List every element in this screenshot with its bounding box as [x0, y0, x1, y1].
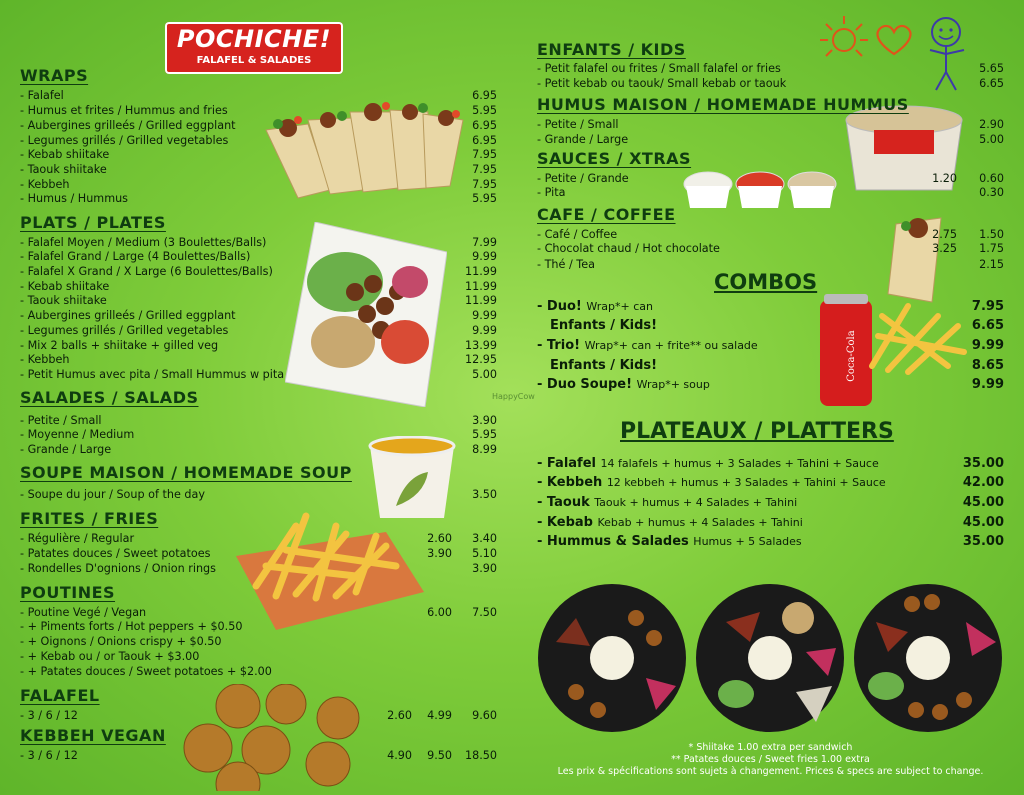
- wraps-title: WRAPS: [20, 66, 89, 85]
- menu-item: - Humus et frites / Hummus and fries: [20, 104, 228, 117]
- menu-item: - Pita: [537, 186, 566, 199]
- menu-price-small: 1.20: [932, 172, 957, 185]
- menu-item: - + Oignons / Onions crispy + $0.50: [20, 635, 222, 648]
- plates-title: PLATS / PLATES: [20, 213, 166, 232]
- menu-price-large: 2.15: [979, 258, 1004, 271]
- platter-price: 45.00: [962, 495, 1004, 510]
- menu-price: 9.60: [472, 709, 497, 722]
- kids-title: ENFANTS / KIDS: [537, 40, 686, 59]
- platter-note: 14 falafels + humus + 3 Salades + Tahini + Sauce: [600, 457, 879, 470]
- combo-note: Wrap*+ can: [586, 300, 653, 313]
- menu-item: - Taouk shiitake: [20, 294, 107, 307]
- platter-label: - Falafel: [537, 456, 596, 471]
- sauce-cups-photo: [682, 170, 838, 212]
- menu-item: - Aubergines grilleés / Grilled eggplant: [20, 119, 236, 132]
- menu-price: 8.99: [472, 443, 497, 456]
- poutines-title: POUTINES: [20, 583, 116, 602]
- menu-price: 2.90: [979, 118, 1004, 131]
- menu-item: - + Patates douces / Sweet potatoes + $2.00: [20, 665, 272, 678]
- menu-price: 5.65: [979, 62, 1004, 75]
- menu-price: 7.95: [472, 148, 497, 161]
- menu-item: - Petit kebab ou taouk/ Small kebab or taouk: [537, 77, 787, 90]
- combo-item: [550, 318, 657, 333]
- falafel-balls-photo: [178, 684, 384, 791]
- platter-label: - Kebbeh: [537, 475, 603, 490]
- menu-price: 9.50: [427, 749, 452, 762]
- combo-label: - Duo!: [537, 299, 582, 314]
- svg-text:Coca-Cola: Coca-Cola: [846, 330, 857, 382]
- menu-item: - Falafel: [20, 89, 64, 102]
- salads-title: SALADES / SALADS: [20, 388, 199, 407]
- platter-item: [537, 456, 879, 471]
- plate-photo: [285, 222, 447, 407]
- menu-item: - Grande / Large: [537, 133, 629, 146]
- combo-price: 7.95: [971, 299, 1004, 314]
- platter-item: [537, 475, 886, 490]
- menu-price-large: 1.75: [979, 242, 1004, 255]
- menu-price: 5.95: [472, 104, 497, 117]
- menu-price: 3.50: [472, 488, 497, 501]
- menu-item: - Café / Coffee: [537, 228, 618, 241]
- menu-price-small: 6.00: [427, 606, 452, 619]
- menu-price: 6.95: [472, 119, 497, 132]
- menu-item: - Petit falafel ou frites / Small falafel or fries: [537, 62, 781, 75]
- menu-price-small: 3.90: [427, 547, 452, 560]
- platters-photo: [536, 582, 1004, 734]
- menu-price: 7.95: [472, 163, 497, 176]
- platter-label: - Kebab: [537, 515, 593, 530]
- soup-title: SOUPE MAISON / HOMEMADE SOUP: [20, 463, 352, 482]
- menu-item: - Falafel X Grand / X Large (6 Boulettes/Balls): [20, 265, 273, 278]
- platter-item: [537, 534, 802, 549]
- cola-can-photo: [818, 294, 874, 410]
- combo-price: 9.99: [971, 338, 1004, 353]
- wraps-photo: [258, 90, 470, 202]
- menu-item: - Kebbeh: [20, 353, 70, 366]
- platter-price: 42.00: [962, 475, 1004, 490]
- menu-price: 11.99: [464, 294, 497, 307]
- menu-item: - Falafel Grand / Large (4 Boulettes/Balls): [20, 250, 251, 263]
- watermark: HappyCow: [492, 392, 535, 401]
- brand-logo: [165, 22, 343, 74]
- platter-note: Humus + 5 Salades: [693, 535, 802, 548]
- footnote-prices: Les prix & spécifications sont sujets à changement. Prices & specs are subject to change.: [557, 766, 984, 777]
- combo-label: Enfants / Kids!: [550, 318, 658, 333]
- menu-price: 9.99: [472, 250, 497, 263]
- menu-price: 9.99: [472, 324, 497, 337]
- menu-item: - Grande / Large: [20, 443, 112, 456]
- menu-item: - + Kebab ou / or Taouk + $3.00: [20, 650, 200, 663]
- menu-item: - 3 / 6 / 12: [20, 709, 78, 722]
- menu-item: - Legumes grillés / Grilled vegetables: [20, 134, 229, 147]
- menu-item: - Patates douces / Sweet potatoes: [20, 547, 211, 560]
- footnote-sweet-fries: ** Patates douces / Sweet fries 1.00 extra: [671, 754, 870, 765]
- menu-item: - Kebab shiitake: [20, 280, 110, 293]
- platter-note: Kebab + humus + 4 Salades + Tahini: [597, 516, 803, 529]
- menu-item: - + Piments forts / Hot peppers + $0.50: [20, 620, 243, 633]
- combo-item: [537, 299, 653, 314]
- menu-item: - Taouk shiitake: [20, 163, 107, 176]
- menu-item: - Petite / Small: [537, 118, 619, 131]
- menu-price-large: 7.50: [472, 606, 497, 619]
- menu-price-large: 1.50: [979, 228, 1004, 241]
- platter-label: - Taouk: [537, 495, 590, 510]
- menu-item: - Falafel Moyen / Medium (3 Boulettes/Balls): [20, 236, 267, 249]
- menu-price: 9.99: [472, 309, 497, 322]
- brand-tagline: FALAFEL & SALADES: [196, 55, 312, 66]
- combo-label: Enfants / Kids!: [550, 358, 658, 373]
- menu-price: 2.60: [387, 709, 412, 722]
- menu-price: 18.50: [464, 749, 497, 762]
- menu-price: 7.99: [472, 236, 497, 249]
- menu-price: 3.90: [472, 414, 497, 427]
- combo-label: - Trio!: [537, 338, 581, 353]
- menu-price-small: 2.75: [932, 228, 957, 241]
- menu-item: - Kebab shiitake: [20, 148, 110, 161]
- platters-title: PLATEAUX / PLATTERS: [620, 419, 894, 444]
- menu-item: - 3 / 6 / 12: [20, 749, 78, 762]
- menu-price: 6.95: [472, 89, 497, 102]
- menu-item: - Poutine Vegé / Vegan: [20, 606, 147, 619]
- combo-note: Wrap*+ can + frite** ou salade: [584, 339, 758, 352]
- platter-label: - Hummus & Salades: [537, 534, 689, 549]
- menu-price-large: 3.90: [472, 562, 497, 575]
- menu-price-small: 2.60: [427, 532, 452, 545]
- heart-doodle-icon: [872, 22, 916, 58]
- platter-item: [537, 515, 803, 530]
- platter-note: 12 kebbeh + humus + 3 Salades + Tahini + Sauce: [606, 476, 886, 489]
- menu-price-large: 5.10: [472, 547, 497, 560]
- menu-price: 12.95: [464, 353, 497, 366]
- platter-price: 35.00: [962, 456, 1004, 471]
- sauces-title: SAUCES / XTRAS: [537, 149, 692, 168]
- menu-price: 7.95: [472, 178, 497, 191]
- menu-item: - Soupe du jour / Soup of the day: [20, 488, 205, 501]
- combo-item: [550, 358, 657, 373]
- menu-price: 11.99: [464, 265, 497, 278]
- menu-item: - Rondelles D'ognions / Onion rings: [20, 562, 216, 575]
- menu-item: - Régulière / Regular: [20, 532, 135, 545]
- combo-note: Wrap*+ soup: [636, 378, 710, 391]
- menu-price: 5.95: [472, 192, 497, 205]
- fries-photo: [236, 506, 424, 630]
- menu-item: - Petite / Grande: [537, 172, 629, 185]
- menu-item: - Petit Humus avec pita / Small Hummus w pita: [20, 368, 285, 381]
- hummus-title: HUMUS MAISON / HOMEMADE HUMMUS: [537, 95, 909, 114]
- platter-price: 45.00: [962, 515, 1004, 530]
- menu-price: 13.99: [464, 339, 497, 352]
- menu-item: - Moyenne / Medium: [20, 428, 135, 441]
- menu-item: - Chocolat chaud / Hot chocolate: [537, 242, 720, 255]
- menu-item: - Legumes grillés / Grilled vegetables: [20, 324, 229, 337]
- menu-item: - Mix 2 balls + shiitake + gilled veg: [20, 339, 219, 352]
- menu-price: 5.00: [979, 133, 1004, 146]
- menu-price: 11.99: [464, 280, 497, 293]
- menu-price: 5.00: [472, 368, 497, 381]
- menu-price: 4.90: [387, 749, 412, 762]
- menu-price: 4.99: [427, 709, 452, 722]
- menu-item: - Thé / Tea: [537, 258, 595, 271]
- coffee-title: CAFE / COFFEE: [537, 205, 676, 224]
- menu-item: - Petite / Small: [20, 414, 102, 427]
- menu-item: - Humus / Hummus: [20, 192, 129, 205]
- kebbeh-title: KEBBEH VEGAN: [20, 726, 166, 745]
- combo-item: [537, 338, 758, 353]
- menu-price-small: 3.25: [932, 242, 957, 255]
- platter-note: Taouk + humus + 4 Salades + Tahini: [594, 496, 798, 509]
- platter-price: 35.00: [962, 534, 1004, 549]
- combo-item: [537, 377, 710, 392]
- combo-price: 9.99: [971, 377, 1004, 392]
- combo-fries-photo: [868, 296, 968, 376]
- footnote-shiitake: * Shiitake 1.00 extra per sandwich: [688, 742, 853, 753]
- menu-price: 6.95: [472, 134, 497, 147]
- menu-item: - Aubergines grilleés / Grilled eggplant: [20, 309, 236, 322]
- menu-price-large: 0.60: [979, 172, 1004, 185]
- stick-figure-icon: [922, 14, 970, 94]
- menu-item: - Kebbeh: [20, 178, 70, 191]
- menu-price: 5.95: [472, 428, 497, 441]
- falafel-title: FALAFEL: [20, 686, 100, 705]
- menu-price: 6.65: [979, 77, 1004, 90]
- platter-item: [537, 495, 797, 510]
- menu-price-large: 0.30: [979, 186, 1004, 199]
- sun-doodle-icon: [814, 14, 874, 64]
- combo-price: 8.65: [971, 358, 1004, 373]
- brand-name: POCHICHE!: [176, 25, 332, 53]
- combo-label: - Duo Soupe!: [537, 377, 633, 392]
- combo-price: 6.65: [971, 318, 1004, 333]
- combos-title: COMBOS: [714, 270, 818, 294]
- menu-price-large: 3.40: [472, 532, 497, 545]
- fries-title: FRITES / FRIES: [20, 509, 159, 528]
